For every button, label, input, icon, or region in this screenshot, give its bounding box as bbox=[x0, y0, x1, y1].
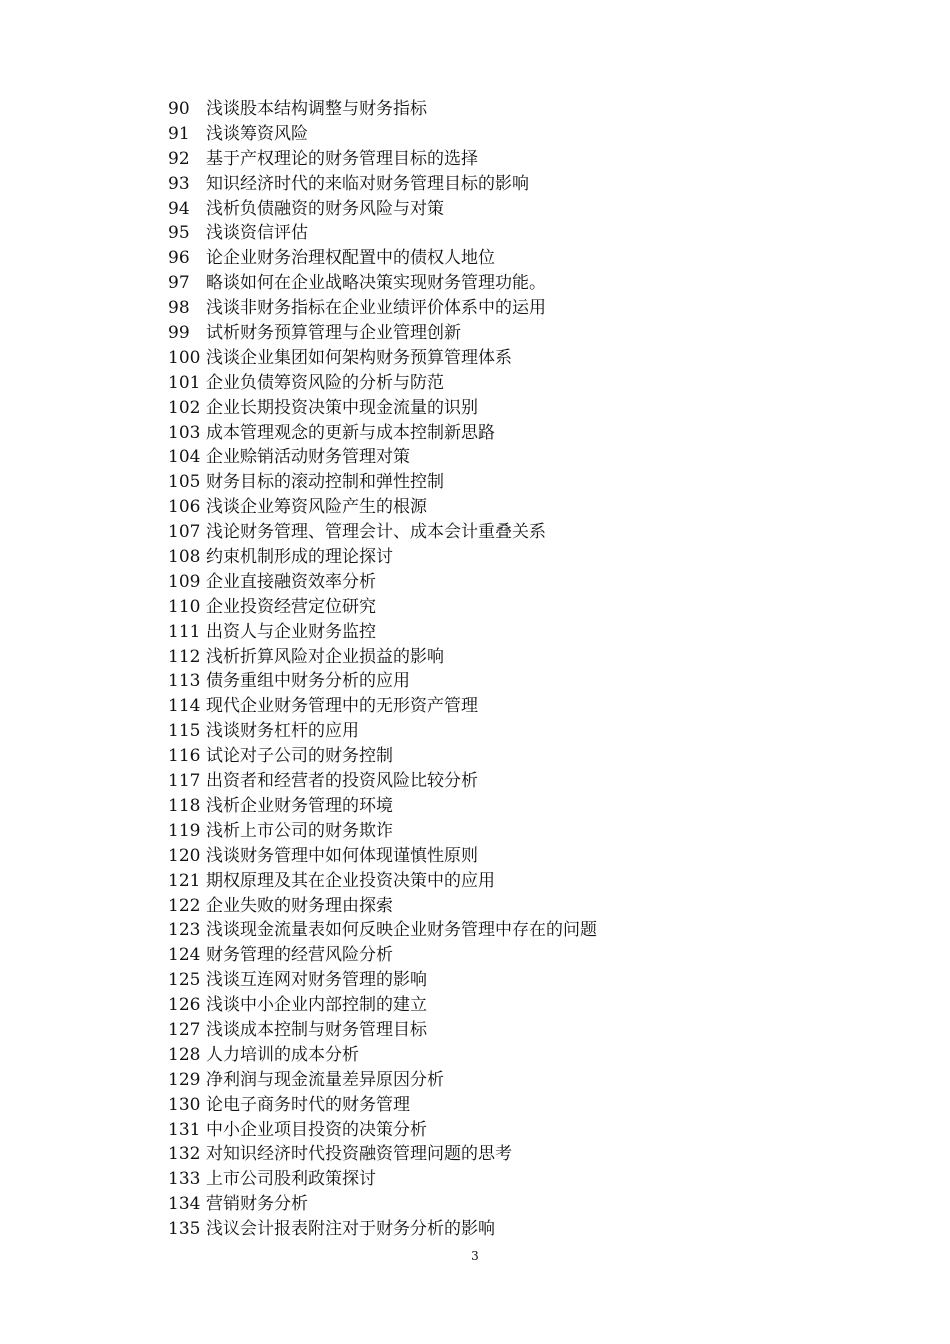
list-item bbox=[168, 968, 868, 993]
item-title: 浅谈非财务指标在企业业绩评价体系中的运用 bbox=[206, 298, 546, 319]
item-title: 成本管理观念的更新与成本控制新思路 bbox=[206, 422, 495, 443]
item-title: 论企业财务治理权配置中的债权人地位 bbox=[206, 248, 495, 269]
list-item bbox=[168, 147, 868, 172]
item-number: 121 bbox=[168, 870, 201, 891]
item-title: 浅谈财务管理中如何体现谨慎性原则 bbox=[206, 845, 478, 866]
item-title: 浅谈财务杠杆的应用 bbox=[206, 721, 359, 742]
list-item bbox=[168, 943, 868, 968]
item-number: 117 bbox=[168, 771, 201, 792]
list-item bbox=[168, 246, 868, 271]
item-number: 110 bbox=[168, 596, 201, 617]
item-title: 浅谈成本控制与财务管理目标 bbox=[206, 1019, 427, 1040]
item-title: 财务目标的滚动控制和弹性控制 bbox=[206, 472, 444, 493]
item-number: 116 bbox=[168, 746, 201, 767]
item-title: 基于产权理论的财务管理目标的选择 bbox=[206, 148, 478, 169]
item-number: 118 bbox=[168, 795, 201, 816]
item-number: 133 bbox=[168, 1169, 201, 1190]
item-number: 124 bbox=[168, 945, 201, 966]
item-number: 96 bbox=[168, 248, 190, 269]
item-number: 95 bbox=[168, 223, 190, 244]
list-item bbox=[168, 346, 868, 371]
item-number: 99 bbox=[168, 323, 190, 344]
list-item bbox=[168, 1167, 868, 1192]
list-item bbox=[168, 271, 868, 296]
item-title: 浅议会计报表附注对于财务分析的影响 bbox=[206, 1219, 495, 1240]
list-item bbox=[168, 570, 868, 595]
item-title: 略谈如何在企业战略决策实现财务管理功能。 bbox=[206, 273, 546, 294]
item-number: 111 bbox=[168, 621, 201, 642]
item-number: 122 bbox=[168, 895, 201, 916]
item-number: 98 bbox=[168, 298, 190, 319]
item-number: 113 bbox=[168, 671, 201, 692]
item-title: 浅谈筹资风险 bbox=[206, 123, 308, 144]
item-title: 企业长期投资决策中现金流量的识别 bbox=[206, 397, 478, 418]
item-title: 浅谈股本结构调整与财务指标 bbox=[206, 99, 427, 119]
item-number: 128 bbox=[168, 1044, 201, 1065]
item-number: 120 bbox=[168, 845, 201, 866]
item-number: 108 bbox=[168, 547, 201, 568]
item-title: 企业投资经营定位研究 bbox=[206, 596, 376, 617]
list-item bbox=[168, 296, 868, 321]
item-title: 净利润与现金流量差异原因分析 bbox=[206, 1069, 444, 1090]
item-number: 132 bbox=[168, 1144, 201, 1165]
list-item bbox=[168, 669, 868, 694]
item-number: 123 bbox=[168, 920, 201, 941]
list-item bbox=[168, 744, 868, 769]
item-number: 90 bbox=[168, 99, 190, 119]
item-number: 131 bbox=[168, 1119, 201, 1140]
item-title: 债务重组中财务分析的应用 bbox=[206, 671, 410, 692]
list-item bbox=[168, 769, 868, 794]
list-item bbox=[168, 645, 868, 670]
item-number: 107 bbox=[168, 522, 201, 543]
list-item bbox=[168, 1118, 868, 1143]
list-item bbox=[168, 1018, 868, 1043]
item-number: 125 bbox=[168, 970, 201, 991]
item-title: 浅论财务管理、管理会计、成本会计重叠关系 bbox=[206, 522, 546, 543]
list-item bbox=[168, 819, 868, 844]
list-item bbox=[168, 1093, 868, 1118]
item-title: 浅析负债融资的财务风险与对策 bbox=[206, 198, 444, 219]
item-number: 97 bbox=[168, 273, 190, 294]
item-title: 企业负债筹资风险的分析与防范 bbox=[206, 372, 444, 393]
item-number: 92 bbox=[168, 148, 190, 169]
item-title: 出资者和经营者的投资风险比较分析 bbox=[206, 771, 478, 792]
list-item bbox=[168, 396, 868, 421]
item-number: 106 bbox=[168, 497, 201, 518]
list-item bbox=[168, 1192, 868, 1217]
list-item bbox=[168, 1142, 868, 1167]
list-item bbox=[168, 620, 868, 645]
list-item bbox=[168, 122, 868, 147]
item-number: 130 bbox=[168, 1094, 201, 1115]
item-number: 94 bbox=[168, 198, 190, 219]
list-item bbox=[168, 197, 868, 222]
item-number: 93 bbox=[168, 173, 190, 194]
item-number: 100 bbox=[168, 347, 201, 368]
item-title: 约束机制形成的理论探讨 bbox=[206, 547, 393, 568]
item-title: 人力培训的成本分析 bbox=[206, 1044, 359, 1065]
list-item bbox=[168, 719, 868, 744]
item-number: 101 bbox=[168, 372, 201, 393]
item-title: 浅谈互连网对财务管理的影响 bbox=[206, 970, 427, 991]
item-title: 浅谈现金流量表如何反映企业财务管理中存在的问题 bbox=[206, 920, 597, 941]
item-title: 对知识经济时代投资融资管理问题的思考 bbox=[206, 1144, 512, 1165]
item-number: 126 bbox=[168, 995, 201, 1016]
list-item bbox=[168, 595, 868, 620]
item-number: 129 bbox=[168, 1069, 201, 1090]
list-item bbox=[168, 545, 868, 570]
item-title: 知识经济时代的来临对财务管理目标的影响 bbox=[206, 173, 529, 194]
list-item bbox=[168, 1068, 868, 1093]
item-title: 试论对子公司的财务控制 bbox=[206, 746, 393, 767]
item-number: 127 bbox=[168, 1019, 201, 1040]
item-number: 114 bbox=[168, 696, 201, 717]
item-title: 试析财务预算管理与企业管理创新 bbox=[206, 323, 461, 344]
item-title: 浅谈资信评估 bbox=[206, 223, 308, 244]
list-item bbox=[168, 97, 868, 122]
item-number: 91 bbox=[168, 123, 190, 144]
list-item bbox=[168, 794, 868, 819]
item-number: 135 bbox=[168, 1219, 201, 1240]
item-title: 财务管理的经营风险分析 bbox=[206, 945, 393, 966]
item-title: 浅析企业财务管理的环境 bbox=[206, 795, 393, 816]
item-title: 上市公司股利政策探讨 bbox=[206, 1169, 376, 1190]
item-title: 企业直接融资效率分析 bbox=[206, 571, 376, 592]
item-title: 期权原理及其在企业投资决策中的应用 bbox=[206, 870, 495, 891]
list-item bbox=[168, 844, 868, 869]
page-number: 3 bbox=[471, 1249, 479, 1263]
list-item bbox=[168, 1217, 868, 1242]
item-number: 109 bbox=[168, 571, 201, 592]
item-title: 现代企业财务管理中的无形资产管理 bbox=[206, 696, 478, 717]
list-item bbox=[168, 918, 868, 943]
item-title: 企业失败的财务理由探索 bbox=[206, 895, 393, 916]
item-number: 134 bbox=[168, 1194, 201, 1215]
item-title: 营销财务分析 bbox=[206, 1194, 308, 1215]
list-item bbox=[168, 520, 868, 545]
item-title: 论电子商务时代的财务管理 bbox=[206, 1094, 410, 1115]
item-number: 112 bbox=[168, 646, 201, 667]
item-number: 102 bbox=[168, 397, 201, 418]
list-item bbox=[168, 371, 868, 396]
item-title: 浅析上市公司的财务欺诈 bbox=[206, 820, 393, 841]
list-item bbox=[168, 421, 868, 446]
list-item bbox=[168, 1043, 868, 1068]
list-item bbox=[168, 993, 868, 1018]
item-number: 115 bbox=[168, 721, 201, 742]
list-item bbox=[168, 321, 868, 346]
item-title: 中小企业项目投资的决策分析 bbox=[206, 1119, 427, 1140]
topic-list bbox=[168, 97, 868, 1242]
item-title: 浅析折算风险对企业损益的影响 bbox=[206, 646, 444, 667]
item-number: 104 bbox=[168, 447, 201, 468]
list-item bbox=[168, 470, 868, 495]
list-item bbox=[168, 869, 868, 894]
list-item bbox=[168, 172, 868, 197]
list-item bbox=[168, 694, 868, 719]
list-item bbox=[168, 221, 868, 246]
list-item bbox=[168, 495, 868, 520]
item-number: 103 bbox=[168, 422, 201, 443]
list-item bbox=[168, 894, 868, 919]
item-number: 119 bbox=[168, 820, 201, 841]
item-title: 浅谈中小企业内部控制的建立 bbox=[206, 995, 427, 1016]
list-item bbox=[168, 445, 868, 470]
item-title: 企业赊销活动财务管理对策 bbox=[206, 447, 410, 468]
item-title: 出资人与企业财务监控 bbox=[206, 621, 376, 642]
item-title: 浅谈企业集团如何架构财务预算管理体系 bbox=[206, 347, 512, 368]
item-title: 浅谈企业筹资风险产生的根源 bbox=[206, 497, 427, 518]
item-number: 105 bbox=[168, 472, 201, 493]
